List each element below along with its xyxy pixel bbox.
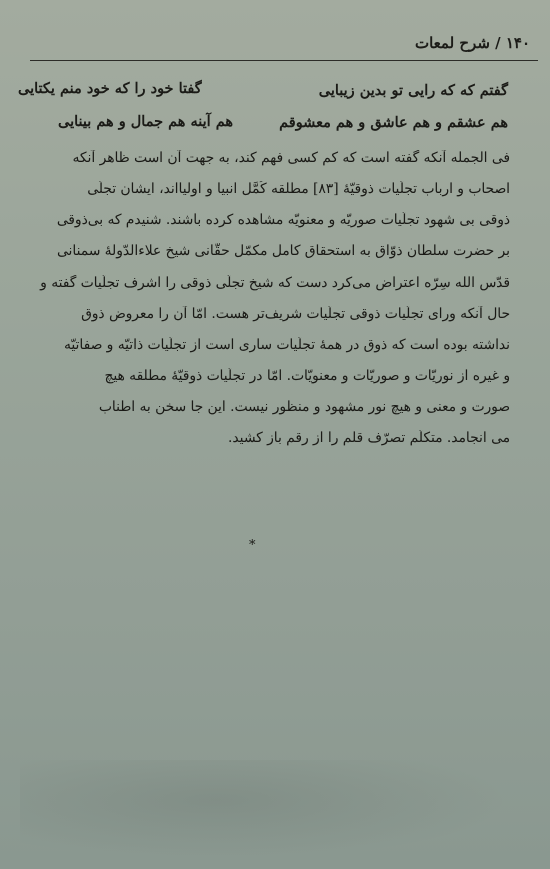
- paragraph-line: نداشته بوده است که ذوق در همهٔ تجلّیات ساری است از تجلّیات ذاتیّه و صفاتیّه: [64, 337, 510, 353]
- verse-2-first-hemistich: هم عشقم و هم عاشق و هم معشوقم: [279, 114, 508, 131]
- bleed-through-stain: [20, 760, 510, 860]
- paragraph-line: و غیره از نوریّات و صوریّات و معنویّات. امّا در تجلّیات ذوقیّهٔ مطلقه هیچ: [104, 368, 510, 384]
- verse-2-second-hemistich: هم آینه هم جمال و هم بینایی: [58, 113, 234, 130]
- paragraph-line: قدّس الله سِرّه اعتراض می‌کرد دست که شیخ تجلّی ذوقی را اشرف تجلّیات گفته و: [40, 275, 510, 291]
- running-header: [30, 30, 538, 61]
- paragraph-line: بر حضرت سلطان ذوّاق به استحقاق کامل مکمّل حقّانی شیخ علاءالدّولهٔ سمنانی: [57, 243, 510, 259]
- paragraph-line: فی الجمله آنکه گفته است که کم کسی فهم کند، به جهت آن است ظاهر آنکه: [72, 150, 510, 166]
- verse-1-second-hemistich: گفتا خود را که خود منم یکتایی: [18, 80, 202, 97]
- verse-1-first-hemistich: گفتم که که رایی تو بدین زیبایی: [318, 82, 508, 99]
- section-end-ornament: *: [249, 538, 256, 553]
- paragraph-line: صورت و معنی و هیچ نور مشهود و منظور نیست. این جا سخن به اطناب: [98, 399, 510, 415]
- paragraph-line: حال آنکه ورای تجلّیات ذوقی تجلّیات شریف‌تر هست. امّا آن را معروض ذوق: [81, 306, 510, 322]
- page-number-and-title: ۱۴۰ / شرح لمعات: [414, 34, 530, 52]
- paragraph-line: ذوقی بی شهود تجلّیات صوریّه و معنویّه مشاهده کرده باشند. شنیدم که بی‌ذوقی: [56, 212, 510, 228]
- paragraph-line: اصحاب و ارباب تجلّیات ذوقیّهٔ [۸۳] مطلقه کُمَّل انبیا و اولیااند، ایشان تجلّی: [87, 181, 510, 197]
- paragraph-line: می انجامد. متکلّم تصرّف قلم را از رقم باز کشید.: [228, 430, 510, 446]
